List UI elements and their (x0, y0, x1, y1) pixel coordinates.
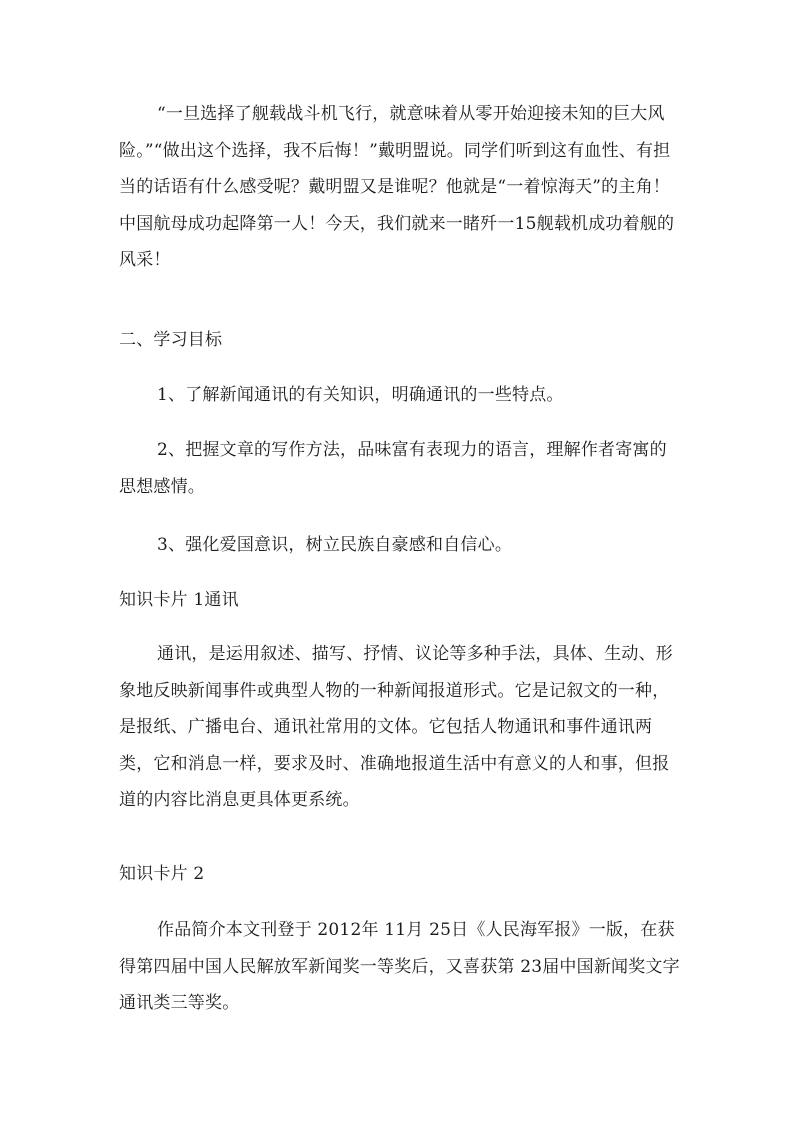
intro-paragraph: “一旦选择了舰载战斗机飞行，就意味着从零开始迎接未知的巨大风险。”“做出这个选择，我不后悔！”戴明盟说。同学们听到这有血性、有担当的话语有什么感受呢？戴明盟又是谁呢？他就是“一着惊海天”的主角！中国航母成功起降第一人！今天，我们就来一睹歼一15舰载机成功着舰的风采！ (119, 104, 675, 270)
section-title: 二、学习目标 (119, 330, 223, 350)
goal-item-3: 3、强化爱国意识，树立民族自豪感和自信心。 (157, 535, 513, 555)
card1-heading-block (119, 582, 681, 619)
intro-block (119, 96, 681, 279)
card2-body-block (119, 912, 681, 1022)
card1-title: 知识卡片 1通讯 (119, 590, 239, 610)
card2-body: 作品简介本文刊登于 2012年 11月 25日《人民海军报》一版，在获得第四届中国人民解放军新闻奖一等奖后，又喜获第 23届中国新闻奖文字通讯类三等奖。 (119, 920, 680, 1013)
goals-heading-block (119, 322, 681, 359)
goal-1-block (119, 377, 681, 414)
goal-item-2: 2、把握文章的写作方法，品味富有表现力的语言，理解作者寄寓的思想感情。 (119, 440, 667, 497)
goal-3-block (119, 527, 681, 564)
card1-body-block (119, 636, 681, 819)
card2-heading-block (119, 856, 681, 893)
card2-title: 知识卡片 2 (119, 864, 205, 884)
card1-body: 通讯，是运用叙述、描写、抒情、议论等多种手法，具体、生动、形象地反映新闻事件或典型人物的一种新闻报道形式。它是记叙文的一种，是报纸、广播电台、通讯社常用的文体。它包括人物通讯和事件通讯两类，它和消息一样，要求及时、准确地报道生活中有意义的人和事，但报道的内容比消息更具体更系统。 (119, 644, 673, 810)
goal-2-block (119, 432, 681, 505)
goal-item-1: 1、了解新闻通讯的有关知识，明确通讯的一些特点。 (157, 385, 564, 405)
